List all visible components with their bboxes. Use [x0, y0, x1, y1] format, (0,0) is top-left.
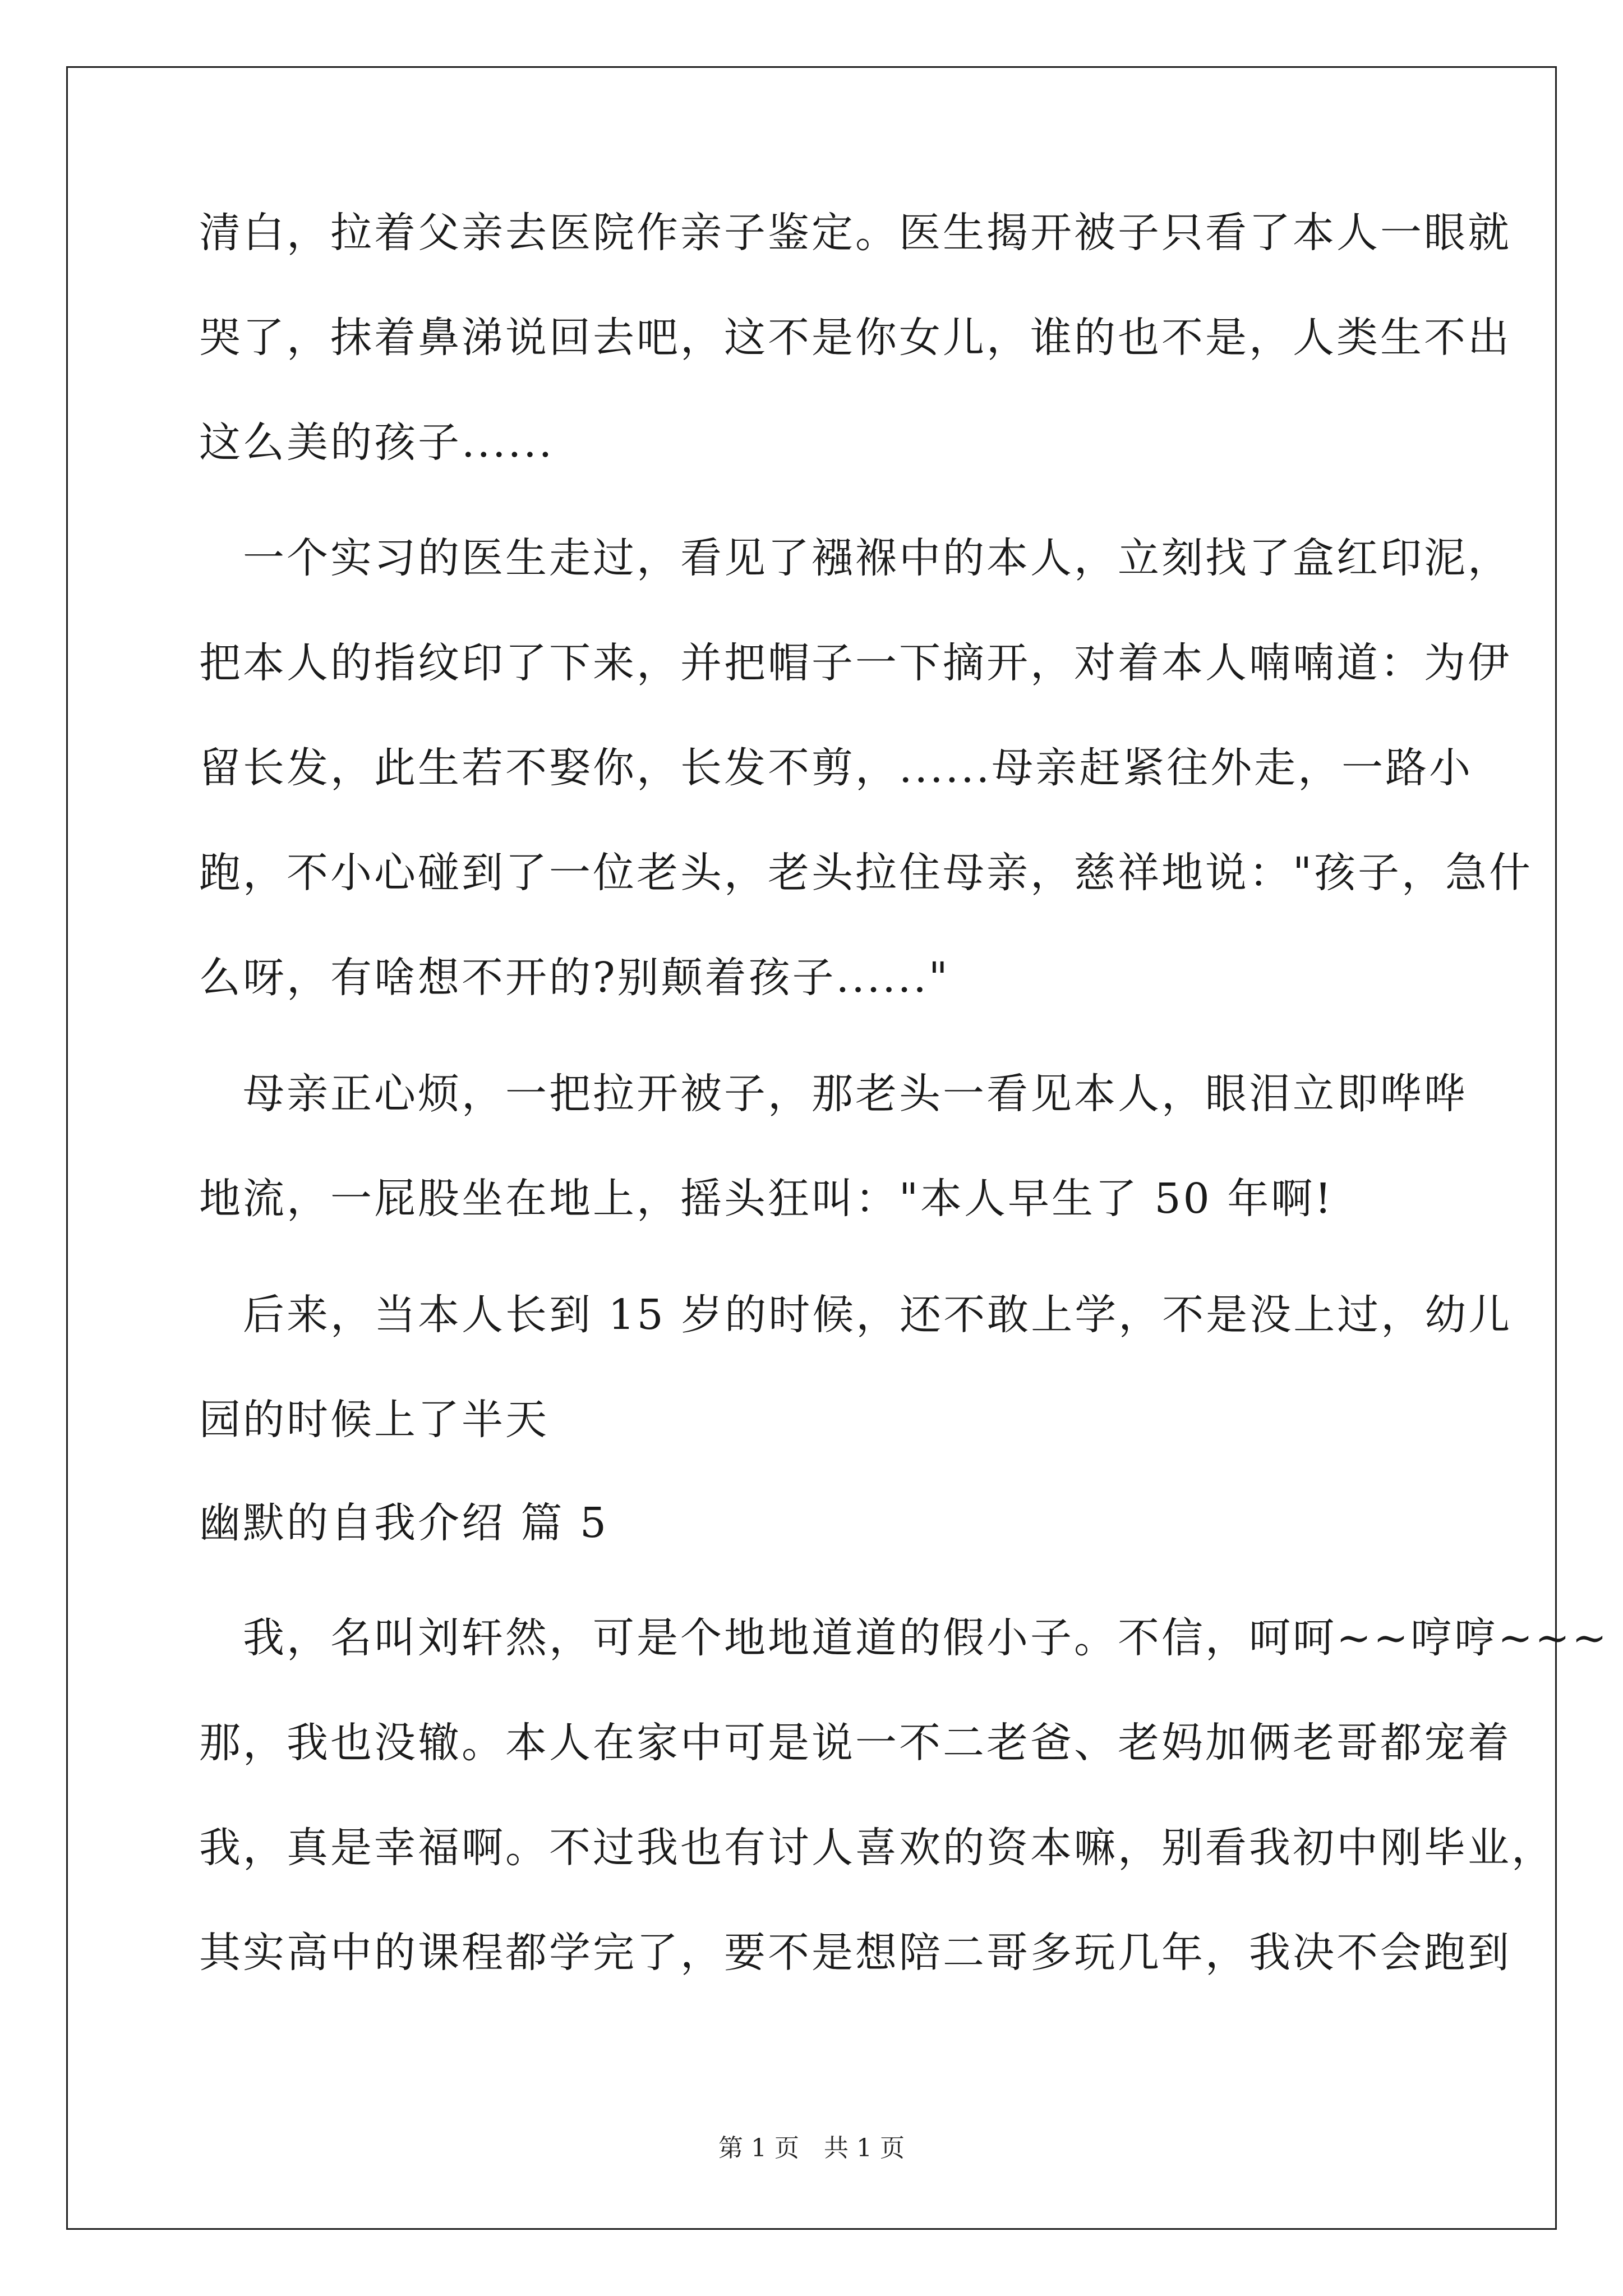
text-line: 地流，一屁股坐在地上，摇头狂叫："本人早生了 50 年啊!	[199, 1175, 1334, 1223]
text-line: 这么美的孩子......	[199, 418, 555, 467]
text-line: 园的时候上了半天	[199, 1396, 549, 1444]
text-line: 把本人的指纹印了下来，并把帽子一下摘开，对着本人喃喃道：为伊	[199, 639, 1511, 687]
page-footer: 第 1 页 共 1 页	[718, 2134, 905, 2162]
text-line: 后来，当本人长到 15 岁的时候，还不敢上学，不是没上过，幼儿	[199, 1291, 1513, 1339]
text-line: 其实高中的课程都学完了，要不是想陪二哥多玩几年，我决不会跑到	[199, 1929, 1511, 1977]
text-line: 那，我也没辙。本人在家中可是说一不二老爸、老妈加俩老哥都宠着	[199, 1719, 1511, 1767]
text-line: 哭了，抹着鼻涕说回去吧，这不是你女儿，谁的也不是，人类生不出	[199, 314, 1511, 362]
text-line: 么呀，有啥想不开的?别颠着孩子......"	[199, 954, 950, 1002]
section-heading: 幽默的自我介绍 篇 5	[199, 1499, 609, 1547]
text-line: 母亲正心烦，一把拉开被子，那老头一看见本人，眼泪立即哗哗	[199, 1070, 1468, 1118]
page-border	[66, 66, 1557, 2230]
text-line: 我，真是幸福啊。不过我也有讨人喜欢的资本嘛，别看我初中刚毕业，	[199, 1824, 1555, 1872]
text-line: 留长发，此生若不娶你，长发不剪，......母亲赶紧往外走，一路小	[199, 744, 1473, 792]
text-line: 跑，不小心碰到了一位老头，老头拉住母亲，慈祥地说："孩子，急什	[199, 849, 1533, 897]
text-line: 一个实习的医生走过，看见了襁褓中的本人，立刻找了盒红印泥，	[199, 534, 1511, 582]
text-line: 清白，拉着父亲去医院作亲子鉴定。医生揭开被子只看了本人一眼就	[199, 209, 1511, 257]
text-line: 我，名叫刘轩然，可是个地地道道的假小子。不信，呵呵~~哼哼~~~	[199, 1614, 1610, 1662]
